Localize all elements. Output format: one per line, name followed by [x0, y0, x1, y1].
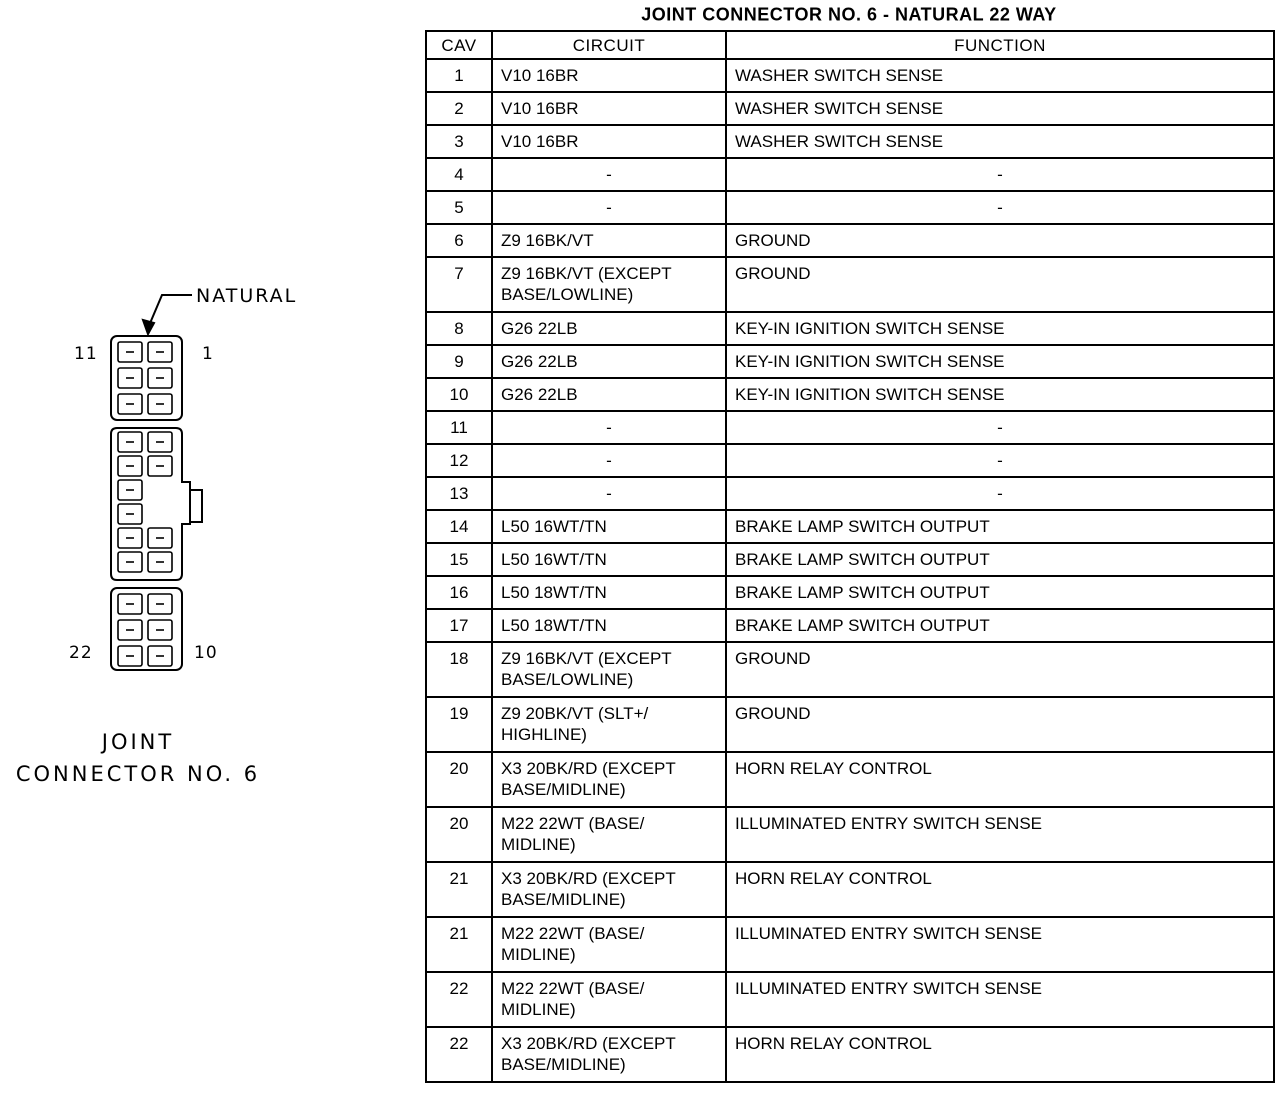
circuit-cell: X3 20BK/RD (EXCEPT BASE/MIDLINE) — [492, 862, 726, 917]
table-body — [426, 59, 1274, 1082]
cav-cell: 4 — [426, 158, 492, 191]
function-cell: BRAKE LAMP SWITCH OUTPUT — [726, 510, 1274, 543]
connector-diagram — [0, 0, 420, 1094]
table-row — [426, 158, 1274, 191]
function-cell: KEY-IN IGNITION SWITCH SENSE — [726, 345, 1274, 378]
natural-leader-arrowhead — [143, 320, 154, 334]
table-row — [426, 1027, 1274, 1082]
pin-label-bottom-left: 22 — [69, 643, 93, 663]
pin-label-top-right: 1 — [202, 344, 215, 364]
table-row — [426, 477, 1274, 510]
connector-latch — [190, 490, 202, 522]
circuit-cell: - — [492, 444, 726, 477]
cav-cell: 13 — [426, 477, 492, 510]
function-cell: - — [726, 444, 1274, 477]
function-cell: GROUND — [726, 642, 1274, 697]
header-circuit: CIRCUIT — [492, 31, 726, 59]
table-row — [426, 345, 1274, 378]
table-row — [426, 543, 1274, 576]
function-cell: ILLUMINATED ENTRY SWITCH SENSE — [726, 807, 1274, 862]
table-row — [426, 972, 1274, 1027]
cav-cell: 7 — [426, 257, 492, 312]
table-row — [426, 752, 1274, 807]
pin-label-top-left: 11 — [74, 344, 98, 364]
circuit-cell: M22 22WT (BASE/ MIDLINE) — [492, 807, 726, 862]
cav-cell: 22 — [426, 972, 492, 1027]
cav-cell: 22 — [426, 1027, 492, 1082]
table-row — [426, 807, 1274, 862]
cav-cell: 17 — [426, 609, 492, 642]
table-row — [426, 862, 1274, 917]
cav-cell: 12 — [426, 444, 492, 477]
table-row — [426, 92, 1274, 125]
circuit-cell: - — [492, 411, 726, 444]
pin-label-bottom-right: 10 — [194, 643, 218, 663]
function-cell: GROUND — [726, 224, 1274, 257]
cavity-table — [425, 30, 1275, 1083]
circuit-cell: V10 16BR — [492, 92, 726, 125]
function-cell: GROUND — [726, 257, 1274, 312]
circuit-cell: Z9 20BK/VT (SLT+/ HIGHLINE) — [492, 697, 726, 752]
function-cell: BRAKE LAMP SWITCH OUTPUT — [726, 543, 1274, 576]
table-header-row — [426, 31, 1274, 59]
circuit-cell: - — [492, 477, 726, 510]
table-row — [426, 257, 1274, 312]
cav-cell: 18 — [426, 642, 492, 697]
natural-label: NATURAL — [196, 285, 298, 307]
cav-cell: 16 — [426, 576, 492, 609]
function-cell: - — [726, 411, 1274, 444]
cav-cell: 6 — [426, 224, 492, 257]
circuit-cell: M22 22WT (BASE/ MIDLINE) — [492, 972, 726, 1027]
circuit-cell: L50 16WT/TN — [492, 543, 726, 576]
cav-cell: 2 — [426, 92, 492, 125]
cav-cell: 15 — [426, 543, 492, 576]
caption-line-1: JOINT — [101, 730, 175, 754]
function-cell: WASHER SWITCH SENSE — [726, 59, 1274, 92]
circuit-cell: L50 16WT/TN — [492, 510, 726, 543]
table-row — [426, 576, 1274, 609]
table-row — [426, 378, 1274, 411]
header-cav: CAV — [426, 31, 492, 59]
circuit-cell: X3 20BK/RD (EXCEPT BASE/MIDLINE) — [492, 752, 726, 807]
function-cell: WASHER SWITCH SENSE — [726, 125, 1274, 158]
function-cell: ILLUMINATED ENTRY SWITCH SENSE — [726, 917, 1274, 972]
circuit-cell: Z9 16BK/VT (EXCEPT BASE/LOWLINE) — [492, 642, 726, 697]
function-cell: WASHER SWITCH SENSE — [726, 92, 1274, 125]
cav-cell: 20 — [426, 807, 492, 862]
header-function: FUNCTION — [726, 31, 1274, 59]
function-cell: ILLUMINATED ENTRY SWITCH SENSE — [726, 972, 1274, 1027]
function-cell: - — [726, 158, 1274, 191]
function-cell: HORN RELAY CONTROL — [726, 862, 1274, 917]
function-cell: GROUND — [726, 697, 1274, 752]
circuit-cell: X3 20BK/RD (EXCEPT BASE/MIDLINE) — [492, 1027, 726, 1082]
circuit-cell: - — [492, 191, 726, 224]
circuit-cell: Z9 16BK/VT (EXCEPT BASE/LOWLINE) — [492, 257, 726, 312]
table-row — [426, 191, 1274, 224]
function-cell: HORN RELAY CONTROL — [726, 1027, 1274, 1082]
function-cell: KEY-IN IGNITION SWITCH SENSE — [726, 312, 1274, 345]
circuit-cell: V10 16BR — [492, 59, 726, 92]
diagram-caption — [0, 726, 276, 790]
cav-cell: 3 — [426, 125, 492, 158]
function-cell: - — [726, 477, 1274, 510]
table-row — [426, 609, 1274, 642]
table-row — [426, 444, 1274, 477]
table-row — [426, 224, 1274, 257]
circuit-cell: - — [492, 158, 726, 191]
cav-cell: 14 — [426, 510, 492, 543]
cav-cell: 21 — [426, 862, 492, 917]
cav-cell: 11 — [426, 411, 492, 444]
function-cell: KEY-IN IGNITION SWITCH SENSE — [726, 378, 1274, 411]
table-row — [426, 411, 1274, 444]
circuit-cell: Z9 16BK/VT — [492, 224, 726, 257]
circuit-cell: L50 18WT/TN — [492, 576, 726, 609]
circuit-cell: G26 22LB — [492, 378, 726, 411]
cav-cell: 10 — [426, 378, 492, 411]
cavity-group — [118, 342, 172, 666]
cav-cell: 8 — [426, 312, 492, 345]
circuit-cell: M22 22WT (BASE/ MIDLINE) — [492, 917, 726, 972]
circuit-cell: G26 22LB — [492, 345, 726, 378]
table-row — [426, 917, 1274, 972]
table-row — [426, 642, 1274, 697]
function-cell: BRAKE LAMP SWITCH OUTPUT — [726, 576, 1274, 609]
table-title: JOINT CONNECTOR NO. 6 - NATURAL 22 WAY — [641, 3, 1057, 25]
function-cell: HORN RELAY CONTROL — [726, 752, 1274, 807]
table-row — [426, 125, 1274, 158]
circuit-cell: L50 18WT/TN — [492, 609, 726, 642]
circuit-cell: V10 16BR — [492, 125, 726, 158]
caption-line-2: CONNECTOR NO. 6 — [15, 762, 261, 786]
cav-cell: 19 — [426, 697, 492, 752]
cav-cell: 20 — [426, 752, 492, 807]
table-row — [426, 510, 1274, 543]
circuit-cell: G26 22LB — [492, 312, 726, 345]
table-row — [426, 312, 1274, 345]
function-cell: - — [726, 191, 1274, 224]
table-row — [426, 697, 1274, 752]
cav-cell: 5 — [426, 191, 492, 224]
function-cell: BRAKE LAMP SWITCH OUTPUT — [726, 609, 1274, 642]
cav-cell: 21 — [426, 917, 492, 972]
table-row — [426, 59, 1274, 92]
cav-cell: 9 — [426, 345, 492, 378]
cav-cell: 1 — [426, 59, 492, 92]
